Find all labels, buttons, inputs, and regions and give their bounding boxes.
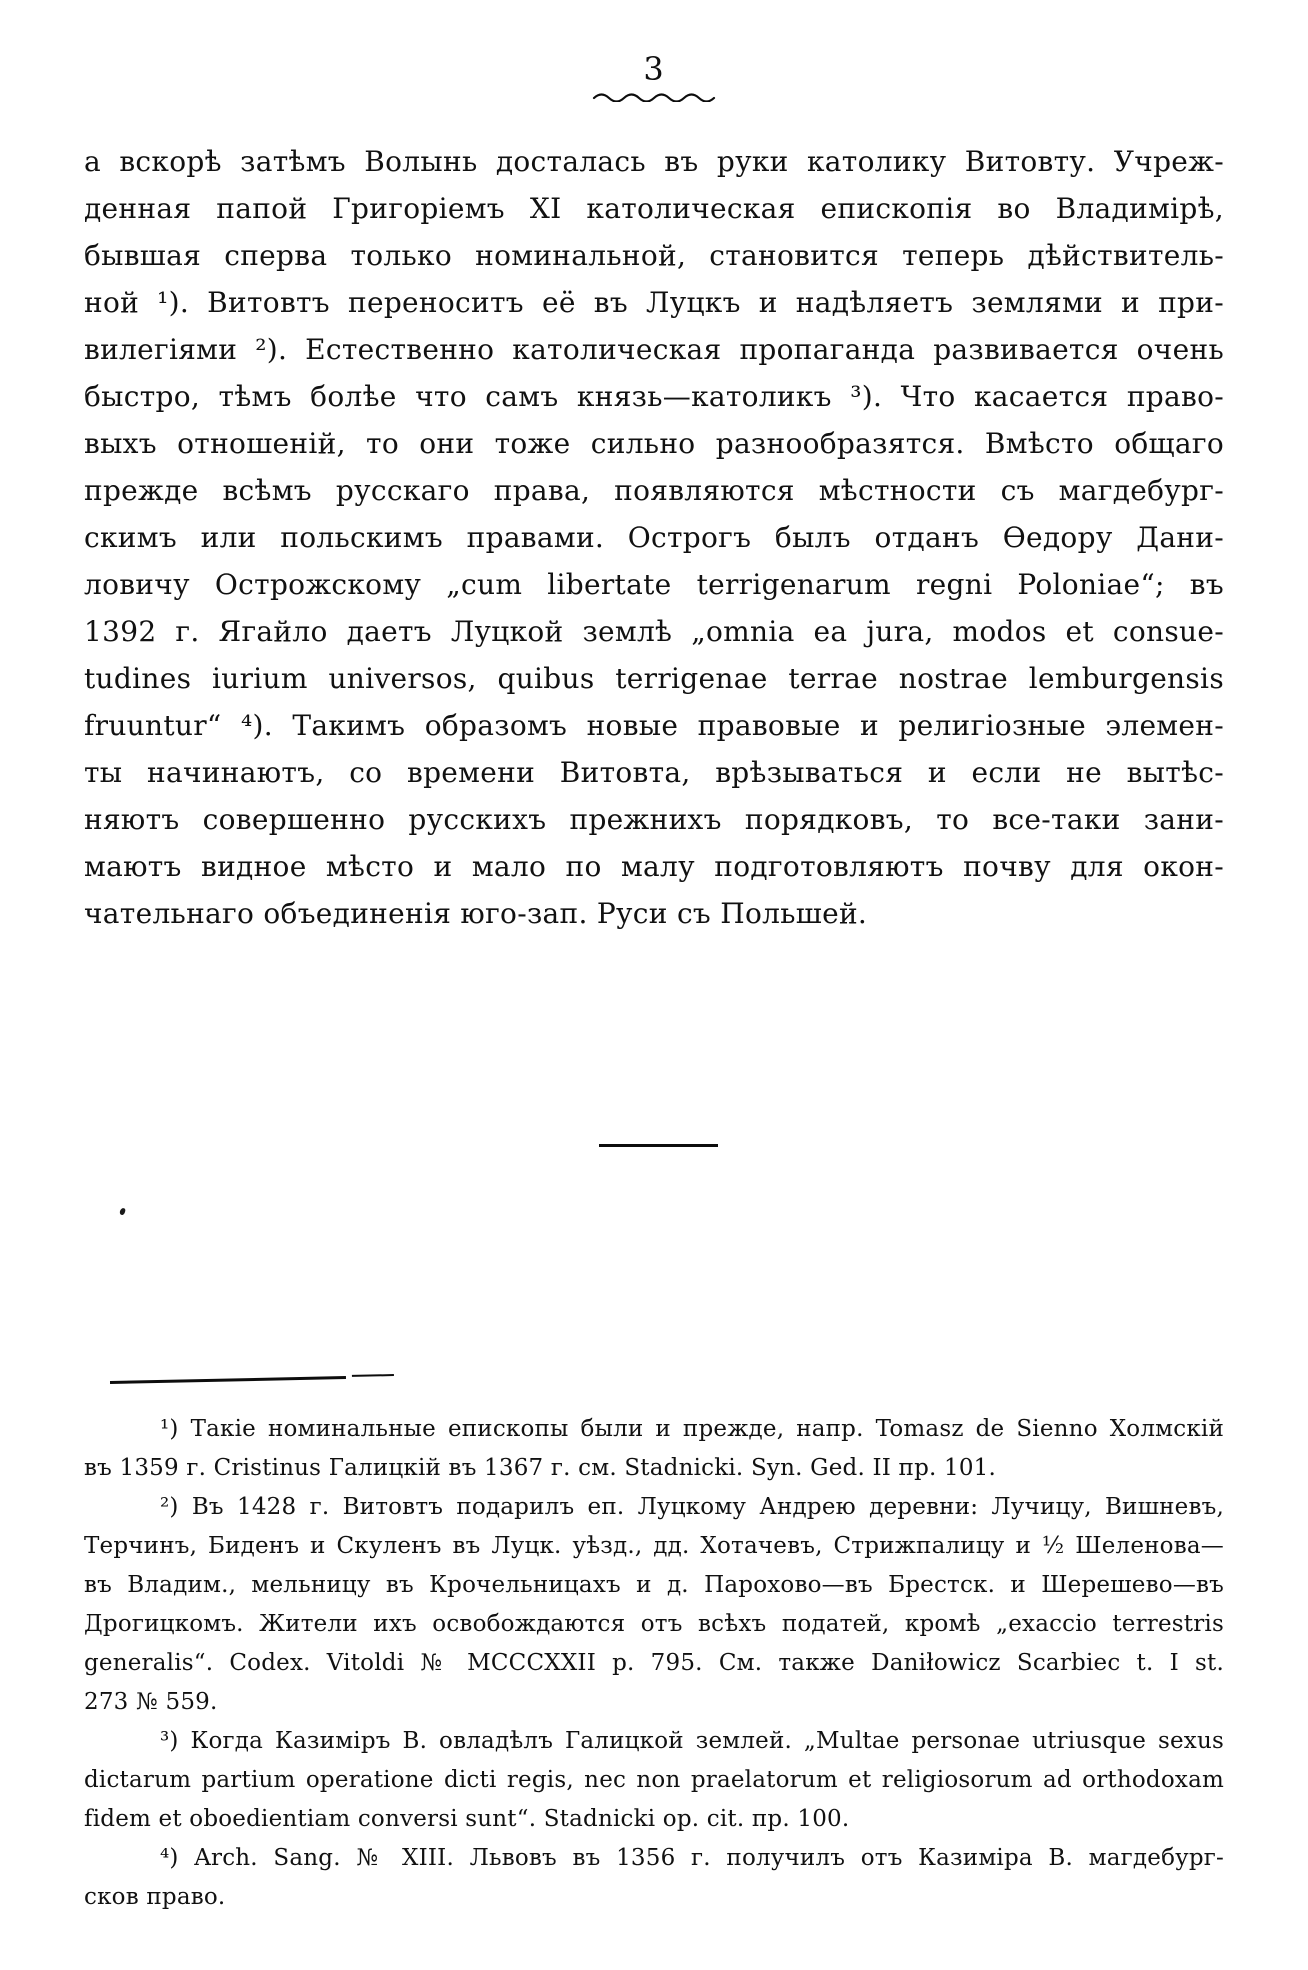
footnote-line: ¹) Такіе номинальные епископы были и прежде, напр. Tomasz de Sienno Холмскій: [160, 1416, 1224, 1442]
footnote-line: въ 1359 г. Cristinus Галицкій въ 1367 г. см. Stadnicki. Syn. Ged. II пр. 101.: [84, 1455, 997, 1481]
squiggle-divider-icon: [592, 92, 716, 102]
text-line: fruuntur“ ⁴). Такимъ образомъ новые правовые и религіозные элемен-: [84, 709, 1224, 742]
footnote-divider-segment: [110, 1376, 346, 1384]
text-line: прежде всѣмъ русскаго права, появляются мѣстности съ магдебург-: [84, 474, 1224, 507]
text-line: tudines iurium universos, quibus terrigenae terrae nostrae lemburgensis: [84, 662, 1224, 695]
text-line: а вскорѣ затѣмъ Волынь досталась въ руки католику Витовту. Учреж-: [84, 145, 1224, 178]
footnote-line: Дрогицкомъ. Жители ихъ освобождаются отъ всѣхъ податей, кромѣ „exaccio terrestris: [84, 1611, 1224, 1637]
text-line: быстро, тѣмъ болѣе что самъ князь—католикъ ³). Что касается право-: [84, 380, 1224, 413]
footnotes-block: [84, 1410, 1224, 1917]
footnote-divider-segment: [352, 1374, 394, 1377]
text-line: бывшая сперва только номинальной, становится теперь дѣйствитель-: [84, 239, 1224, 272]
footnote-line: dictarum partium operatione dicti regis, nec non praelatorum et religiosorum ad orthodoxam: [84, 1767, 1224, 1793]
main-paragraph: [84, 138, 1224, 937]
text-line: выхъ отношеній, то они тоже сильно разнообразятся. Вмѣсто общаго: [84, 427, 1224, 460]
footnote-line: сков право.: [84, 1884, 226, 1910]
footnote-line: Терчинъ, Биденъ и Скуленъ въ Луцк. уѣзд., дд. Хотачевъ, Стрижпалицу и ½ Шеленова—: [84, 1533, 1224, 1559]
footnote-line: въ Владим., мельницу въ Крочельницахъ и д. Парохово—въ Брестск. и Шерешево—въ: [84, 1572, 1224, 1598]
ink-speck: [119, 1207, 126, 1215]
footnote-line: ²) Въ 1428 г. Витовтъ подарилъ еп. Луцкому Андрею деревни: Лучицу, Вишневъ,: [160, 1494, 1224, 1520]
text-line: денная папой Григоріемъ XI католическая епископія во Владимірѣ,: [84, 192, 1224, 225]
footnote-line: fidem et oboedientiam conversi sunt“. Stadnicki op. cit. пр. 100.: [84, 1806, 850, 1832]
footnote-divider: [110, 1373, 394, 1385]
text-line: вилегіями ²). Естественно католическая пропаганда развивается очень: [84, 333, 1224, 366]
footnote-line: generalis“. Codex. Vitoldi № MCCCXXII p. 795. См. также Daniłowicz Scarbiec t. I st.: [84, 1650, 1224, 1676]
footnote-line: 273 № 559.: [84, 1689, 218, 1715]
text-line: ловичу Острожскому „cum libertate terrigenarum regni Poloniae“; въ: [84, 568, 1224, 601]
text-line: скимъ или польскимъ правами. Острогъ былъ отданъ Ѳедору Дани-: [84, 521, 1224, 554]
footnote-line: ⁴) Arch. Sang. № XIII. Львовъ въ 1356 г. получилъ отъ Казиміра В. магдебург-: [160, 1845, 1224, 1871]
text-line: ной ¹). Витовтъ переноситъ её въ Луцкъ и надѣляетъ землями и при-: [84, 286, 1224, 319]
text-line: чательнаго объединенія юго-зап. Руси съ Польшей.: [84, 897, 868, 930]
text-line: няютъ совершенно русскихъ прежнихъ порядковъ, то все-таки зани-: [84, 803, 1224, 836]
text-line: ты начинаютъ, со времени Витовта, врѣзываться и если не вытѣс-: [84, 756, 1224, 789]
footnote-line: ³) Когда Казиміръ В. овладѣлъ Галицкой землей. „Multae personae utriusque sexus: [160, 1728, 1224, 1754]
text-line: маютъ видное мѣсто и мало по малу подготовляютъ почву для окон-: [84, 850, 1224, 883]
text-line: 1392 г. Ягайло даетъ Луцкой землѣ „omnia ea jura, modos et consue-: [84, 615, 1224, 648]
section-divider: [599, 1144, 718, 1147]
page-number: 3: [643, 50, 665, 88]
